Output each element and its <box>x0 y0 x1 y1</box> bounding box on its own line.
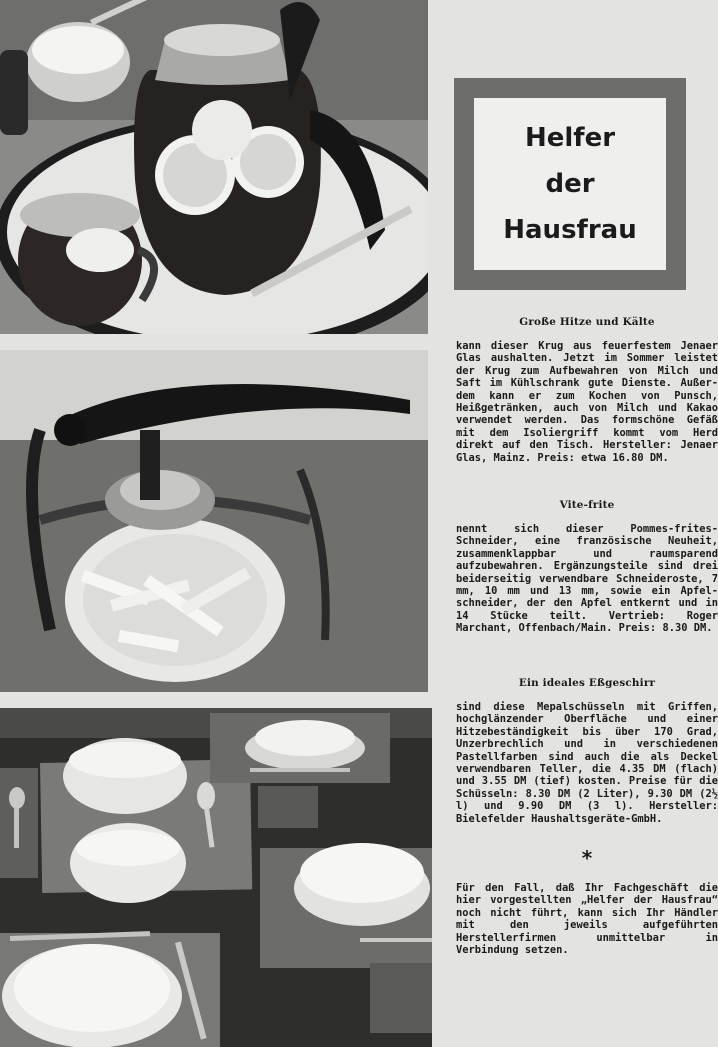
separator-star: * <box>581 846 593 870</box>
section-body: nennt sich dieser Pommes-frites-Schneider, eine französische Neuheit, zusammenklappbar und raumsparend aufzubewahren. Ergänzungsteile sind drei beiderseitig verwendbare Schneideroste, 7 mm, 10 mm und 13 mm, sowie ein Apfelschneider, der den Apfel entkernt und in 14 Stücke teilt. Vertrieb: Roger Marchant, Offenbach/Main. Preis: 8.30 DM. <box>456 523 718 635</box>
section-body: kann dieser Krug aus feuerfestem Jenaer Glas aushalten. Jetzt im Sommer leistet der Krug zum Aufbewahren von Milch und Saft im Kühlschrank gute Dienste. Außerdem kann er zum Kochen von Punsch, Heißgetränken, auch von Milch und Kakao verwendet werden. Das formschöne Gefäß mit dem Isoliergriff kommt vom Herd direkt auf den Tisch. Hersteller: Jenaer Glas, Mainz. Preis: etwa 16.80 DM. <box>456 340 718 464</box>
fry-cutter-illustration <box>0 350 428 692</box>
glass-jug-illustration <box>0 0 428 334</box>
closing-body: Für den Fall, daß Ihr Fachgeschäft die hier vorgestellten „Helfer der Hausfrau“ noch nicht führt, kann sich Ihr Händler mit den jeweils aufgeführten Herstellerfirmen unmittelbar in Verbindung setzen. <box>456 882 718 957</box>
title-panel <box>474 98 666 270</box>
photo-glass-jug <box>0 0 428 334</box>
title-frame <box>454 78 686 290</box>
tableware-illustration <box>0 708 432 1047</box>
section-heading: Vite-frite <box>559 499 615 511</box>
title-line-3: Hausfrau <box>503 215 637 245</box>
photo-tableware <box>0 708 432 1047</box>
section-glass-jug <box>456 316 718 464</box>
section-vite-frite <box>456 499 718 635</box>
section-heading: Große Hitze und Kälte <box>519 316 655 328</box>
section-tableware <box>456 677 718 825</box>
section-body: sind diese Mepalschüsseln mit Griffen, hochglänzender Oberfläche und einer Hitzebeständigkeit bis über 170 Grad, Unzerbrechlich und in verschiedenen Pastellfarben sind auch die als Deckel verwendbaren Teller, die 4.35 DM (flach) und 3.55 DM (tief) kosten. Preise für die Schüsseln: 8.30 DM (2 Liter), 9.30 DM (2½ l) und 9.90 DM (3 l). Hersteller: Bielefelder Haushaltsgeräte-GmbH. <box>456 701 718 825</box>
title-line-1: Helfer <box>524 123 616 153</box>
section-heading: Ein ideales Eßgeschirr <box>518 677 656 689</box>
page-title <box>503 115 636 253</box>
title-line-2: der <box>545 169 595 199</box>
photo-fry-cutter <box>0 350 428 692</box>
closing-note <box>456 882 718 956</box>
separator <box>456 846 718 870</box>
